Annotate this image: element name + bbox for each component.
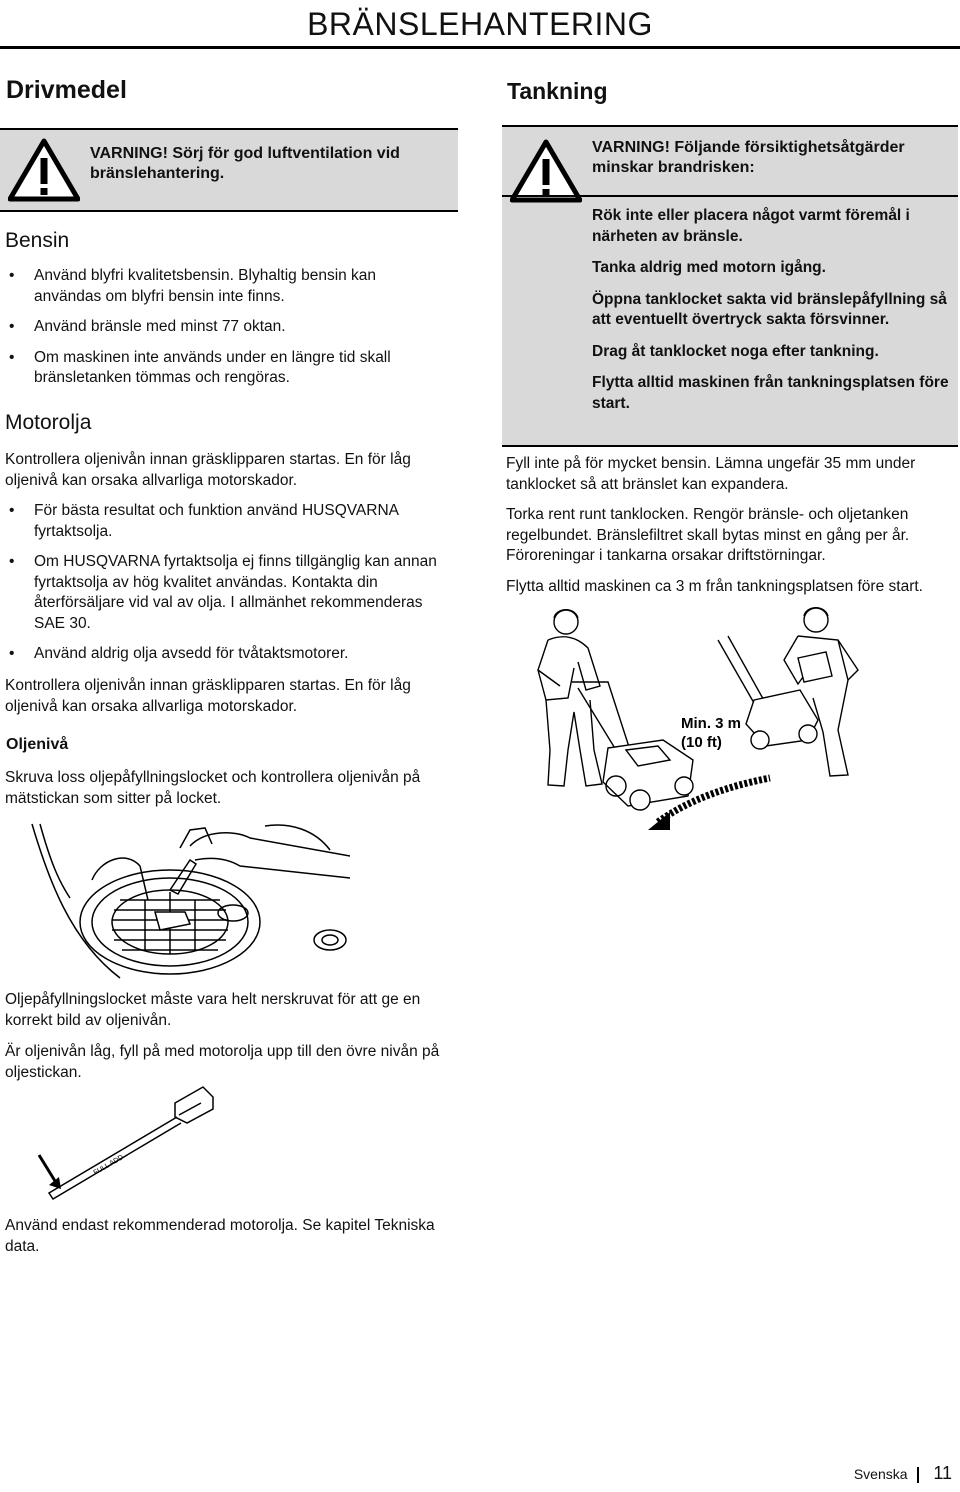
title-divider bbox=[0, 46, 960, 49]
list-item: • Använd blyfri kvalitetsbensin. Blyhaltig bensin kan användas om blyfri bensin inte finns. bbox=[9, 267, 377, 305]
list-item: • Använd aldrig olja avsedd för tvåtaktsmotorer. bbox=[9, 645, 349, 662]
right-warning-text: VARNING! Följande försiktighetsåtgärder minskar brandrisken: bbox=[592, 139, 905, 176]
distance-label-2: (10 ft) bbox=[681, 734, 722, 751]
oljeniva-text-1: Skruva loss oljepåfyllningslocket och kontrollera oljenivån på mätstickan som sitter på locket. bbox=[5, 769, 421, 807]
page-title: BRÄNSLEHANTERING bbox=[307, 6, 653, 42]
page-footer bbox=[854, 1463, 952, 1484]
bensin-heading: Bensin bbox=[5, 229, 70, 252]
list-item: • Använd bränsle med minst 77 oktan. bbox=[9, 318, 286, 335]
distance-label-1: Min. 3 m bbox=[681, 715, 742, 732]
tankning-paragraph-2: Torka rent runt tanklocken. Rengör bränsle- och oljetanken regelbundet. Bränslefiltret skall bytas minst en gång per år. Föroreningar i tankarna orsakar driftstörningar. bbox=[506, 506, 910, 564]
list-item: Flytta alltid maskinen från tankningsplatsen före start. bbox=[592, 374, 949, 412]
list-item: • Om HUSQVARNA fyrtaktsolja ej finns tillgänglig kan annan fyrtaktsolja av hög kvalitet användas. Kontakta din återförsäljare vid val av olja. I allmänhet rekommenderas SAE 30. bbox=[9, 553, 437, 632]
motorolja-intro: Kontrollera oljenivån innan gräsklipparen startas. En för låg oljenivå kan orsaka allvarliga motorskador. bbox=[5, 451, 411, 489]
oljeniva-text-2: Oljepåfyllningslocket måste vara helt nerskruvat för att ge en korrekt bild av oljenivån. bbox=[5, 991, 421, 1029]
oljeniva-text-4: Använd endast rekommenderad motorolja. Se kapitel Tekniska data. bbox=[5, 1217, 435, 1255]
warning-triangle-icon bbox=[510, 139, 582, 203]
oljeniva-text-3: Är oljenivån låg, fyll på med motorolja upp till den övre nivån på oljestickan. bbox=[5, 1043, 440, 1081]
list-item: Tanka aldrig med motorn igång. bbox=[592, 259, 826, 276]
tankning-paragraph-3: Flytta alltid maskinen ca 3 m från tankningsplatsen före start. bbox=[506, 578, 923, 595]
tankning-heading: Tankning bbox=[507, 78, 608, 104]
list-item: Drag åt tanklocket noga efter tankning. bbox=[592, 342, 879, 360]
motorolja-heading: Motorolja bbox=[5, 411, 92, 434]
warning-list bbox=[592, 206, 950, 425]
list-item: • För bästa resultat och funktion använd HUSQVARNA fyrtaktsolja. bbox=[9, 502, 399, 540]
left-warning-box bbox=[0, 128, 458, 212]
list-item: Rök inte eller placera något varmt föremål i närheten av bränsle. bbox=[592, 207, 910, 245]
oljeniva-heading: Oljenivå bbox=[6, 736, 69, 753]
dipstick-markings: FULL ADD bbox=[92, 1154, 125, 1177]
tankning-paragraph-1: Fyll inte på för mycket bensin. Lämna ungefär 35 mm under tanklocket så att bränslet kan expandera. bbox=[506, 455, 916, 493]
warning-triangle-icon bbox=[8, 138, 80, 202]
footer-language: Svenska bbox=[853, 1466, 908, 1482]
list-item: Öppna tanklocket sakta vid bränslepåfyllning så att eventuellt övertryck sakta försvinner. bbox=[592, 290, 947, 328]
drivmedel-heading: Drivmedel bbox=[6, 76, 127, 104]
left-warning-text: VARNING! Sörj för god luftventilation vid bränslehantering. bbox=[90, 145, 400, 182]
motorolja-outro: Kontrollera oljenivån innan gräsklipparen startas. En för låg oljenivå kan orsaka allvarliga motorskador. bbox=[5, 677, 411, 715]
dipstick-illustration bbox=[25, 1085, 225, 1205]
right-warning-box bbox=[502, 125, 958, 447]
warning-divider bbox=[502, 195, 958, 197]
list-item: • Om maskinen inte används under en längre tid skall bränsletanken tömmas och rengöras. bbox=[9, 348, 391, 386]
footer-divider bbox=[917, 1467, 919, 1483]
page-number: 11 bbox=[933, 1463, 952, 1483]
bensin-list bbox=[6, 266, 446, 399]
motorolja-list bbox=[6, 501, 456, 675]
lawnmower-refuel-illustration bbox=[508, 600, 960, 830]
engine-oil-cap-illustration bbox=[30, 820, 350, 980]
